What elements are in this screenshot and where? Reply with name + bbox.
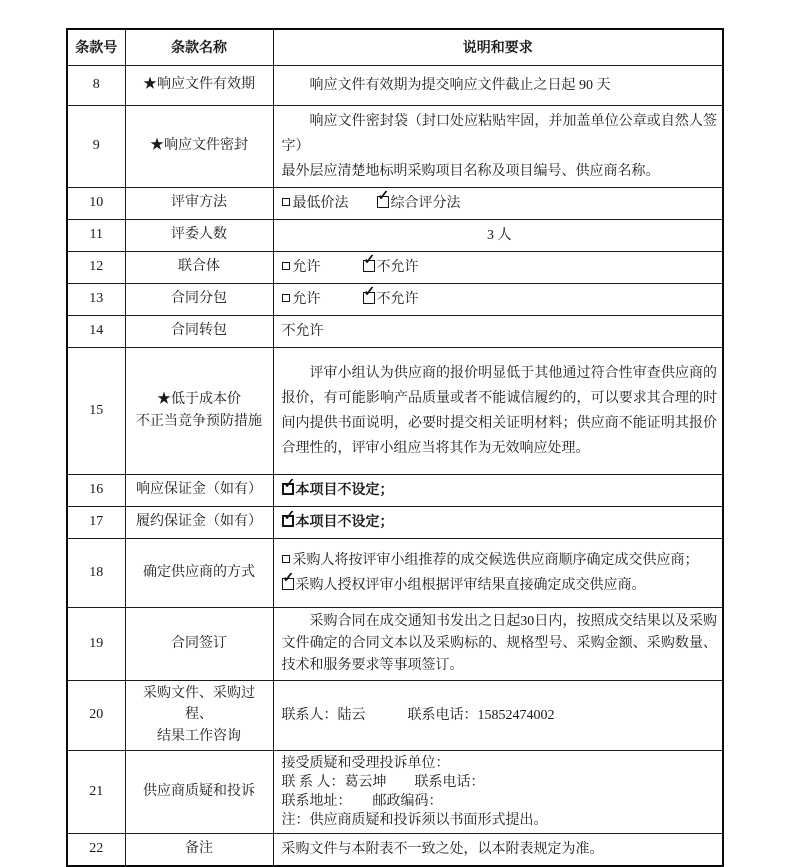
- checkbox-checked-icon: [363, 292, 375, 304]
- content-line: [282, 73, 718, 98]
- clause-name-line: 结果工作咨询: [157, 728, 241, 744]
- content-line: [282, 361, 718, 461]
- checkbox-checked-icon: [282, 578, 294, 590]
- text-segment: 采购文件与本附表不一致之处，以本附表规定为准。: [281, 841, 604, 857]
- clause-name: [125, 750, 273, 833]
- clause-description: [273, 105, 723, 187]
- table-row: [67, 607, 723, 680]
- clause-description: [273, 315, 723, 347]
- content-line: [282, 811, 718, 830]
- clause-name: [125, 219, 273, 251]
- content-line: [282, 773, 718, 792]
- clause-name-line: ★低于成本价: [157, 391, 241, 407]
- clause-name: [125, 347, 273, 474]
- checkbox-checked-icon: [377, 196, 389, 208]
- content-line: [282, 611, 718, 677]
- table-row: [67, 105, 723, 187]
- clause-name: [125, 283, 273, 315]
- content-line: [282, 287, 718, 312]
- content-line: [282, 510, 718, 535]
- content-line: [282, 754, 718, 773]
- text-segment: 本项目不设定；: [295, 482, 394, 498]
- clause-description: [273, 506, 723, 538]
- clause-name: [125, 187, 273, 219]
- table-row: [67, 538, 723, 607]
- table-row: [67, 65, 723, 105]
- content-line: [282, 548, 718, 573]
- content-line: [282, 159, 718, 184]
- clause-name-line: ★响应文件密封: [150, 138, 248, 154]
- content-line: [282, 319, 718, 344]
- clause-name: [125, 538, 273, 607]
- clause-description: [273, 833, 723, 866]
- clause-name: [125, 607, 273, 680]
- table-row: [67, 750, 723, 833]
- checkbox-unchecked-icon: [282, 555, 290, 563]
- text-segment: 联系人：陆云 联系电话：15852474002: [281, 707, 555, 723]
- clause-name-line: 合同签订: [171, 635, 227, 651]
- clause-description: [273, 750, 723, 833]
- clause-number: 19: [67, 607, 125, 680]
- header-description: 说明和要求: [273, 29, 723, 65]
- text-segment: 评审小组认为供应商的报价明显低于其他通过符合性审查供应商的报价，有可能影响产品质量或者不能诚信履约的，可以要求其合理的时间内提供书面说明，必要时提交相关证明材料；供应商不能证明其报价合理性的，评审小组应当将其作为无效响应处理。: [281, 365, 717, 456]
- table-row: [67, 283, 723, 315]
- clause-number: 20: [67, 680, 125, 750]
- clauses-table-body: [67, 65, 723, 866]
- text-segment: 本项目不设定；: [295, 514, 394, 530]
- table-header: [67, 29, 723, 65]
- checkbox-unchecked-icon: [282, 262, 290, 270]
- clause-description: [273, 251, 723, 283]
- clause-name: [125, 506, 273, 538]
- clause-name: [125, 105, 273, 187]
- clause-description: [273, 283, 723, 315]
- content-line: [282, 837, 718, 862]
- text-segment: 允许: [292, 291, 363, 307]
- table-row: [67, 474, 723, 506]
- clause-name-line: 评审方法: [171, 195, 227, 211]
- clause-name-line: 合同分包: [171, 291, 227, 307]
- table-row: [67, 219, 723, 251]
- clause-number: 12: [67, 251, 125, 283]
- header-row: [67, 29, 723, 65]
- text-segment: 采购人授权评审小组根据评审结果直接确定成交供应商。: [295, 577, 646, 593]
- checkbox-checked-icon: [363, 260, 375, 272]
- clause-name: [125, 474, 273, 506]
- clause-number: 11: [67, 219, 125, 251]
- header-clause-name: 条款名称: [125, 29, 273, 65]
- clause-name-line: 确定供应商的方式: [143, 564, 255, 580]
- content-line: [282, 191, 718, 216]
- clause-name: [125, 315, 273, 347]
- text-segment: 联 系 人：葛云坤 联系电话：: [281, 774, 485, 790]
- checkbox-unchecked-icon: [282, 198, 290, 206]
- clause-name: [125, 833, 273, 866]
- clause-number: 10: [67, 187, 125, 219]
- text-segment: 3 人: [487, 227, 512, 243]
- clause-name-line: 响应保证金（如有）: [136, 482, 262, 498]
- text-segment: 采购合同在成交通知书发出之日起30日内，按照成交结果以及采购文件确定的合同文本以及采购标的、规格型号、采购金额、采购数量、技术和服务要求等事项签订。: [281, 613, 717, 673]
- text-segment: 联系地址： 邮政编码：: [281, 793, 443, 809]
- clause-number: 8: [67, 65, 125, 105]
- clause-number: 9: [67, 105, 125, 187]
- clause-number: 13: [67, 283, 125, 315]
- table-row: [67, 680, 723, 750]
- content-line: [282, 109, 718, 159]
- clause-name: [125, 680, 273, 750]
- text-segment: 注：供应商质疑和投诉须以书面形式提出。: [281, 812, 548, 828]
- clause-description: [273, 347, 723, 474]
- checkbox-checked-icon: [282, 483, 294, 495]
- checkbox-unchecked-icon: [282, 294, 290, 302]
- text-segment: 响应文件密封袋（封口处应粘贴牢固，并加盖单位公章或自然人签字）: [281, 113, 717, 154]
- table-row: [67, 506, 723, 538]
- text-segment: 综合评分法: [390, 195, 461, 211]
- table-row: [67, 187, 723, 219]
- text-segment: 不允许: [376, 291, 419, 307]
- clause-name-line: 备注: [185, 841, 213, 857]
- clause-description: [273, 607, 723, 680]
- clause-number: 16: [67, 474, 125, 506]
- clause-number: 15: [67, 347, 125, 474]
- clause-name-line: 联合体: [178, 259, 220, 275]
- text-segment: 最外层应清楚地标明采购项目名称及项目编号、供应商名称。: [281, 163, 660, 179]
- text-segment: 接受质疑和受理投诉单位：: [281, 755, 450, 771]
- clause-description: [273, 65, 723, 105]
- clause-description: [273, 680, 723, 750]
- content-line: [282, 703, 718, 728]
- clause-name-line: 评委人数: [171, 227, 227, 243]
- clause-name-line: 合同转包: [171, 323, 227, 339]
- clause-number: 22: [67, 833, 125, 866]
- header-clause-no: 条款号: [67, 29, 125, 65]
- table-row: [67, 251, 723, 283]
- clause-number: 21: [67, 750, 125, 833]
- clause-name-line: 采购文件、采购过程、: [143, 685, 255, 723]
- clause-description: [273, 219, 723, 251]
- text-segment: 不允许: [376, 259, 419, 275]
- clause-description: [273, 538, 723, 607]
- clause-name: [125, 251, 273, 283]
- checkbox-checked-icon: [282, 515, 294, 527]
- clause-number: 18: [67, 538, 125, 607]
- content-line: [282, 255, 718, 280]
- content-line: [282, 223, 718, 248]
- text-segment: 允许: [292, 259, 363, 275]
- clause-number: 17: [67, 506, 125, 538]
- clause-description: [273, 187, 723, 219]
- clause-name-line: ★响应文件有效期: [143, 77, 255, 93]
- text-segment: 响应文件有效期为提交响应文件截止之日起 90 天: [309, 77, 611, 93]
- text-segment: 最低价法: [292, 195, 377, 211]
- content-line: [282, 792, 718, 811]
- clause-name-line: 履约保证金（如有）: [136, 514, 262, 530]
- table-row: [67, 347, 723, 474]
- table-row: [67, 833, 723, 866]
- text-segment: 不允许: [281, 323, 324, 339]
- content-line: [282, 478, 718, 503]
- text-segment: 采购人将按评审小组推荐的成交候选供应商顺序确定成交供应商；: [292, 552, 699, 568]
- table-row: [67, 315, 723, 347]
- content-line: [282, 573, 718, 598]
- clause-name: [125, 65, 273, 105]
- clause-name-line: 不正当竞争预防措施: [136, 413, 262, 429]
- procurement-clauses-table: [66, 28, 724, 867]
- clause-name-line: 供应商质疑和投诉: [143, 783, 255, 799]
- clause-number: 14: [67, 315, 125, 347]
- clause-description: [273, 474, 723, 506]
